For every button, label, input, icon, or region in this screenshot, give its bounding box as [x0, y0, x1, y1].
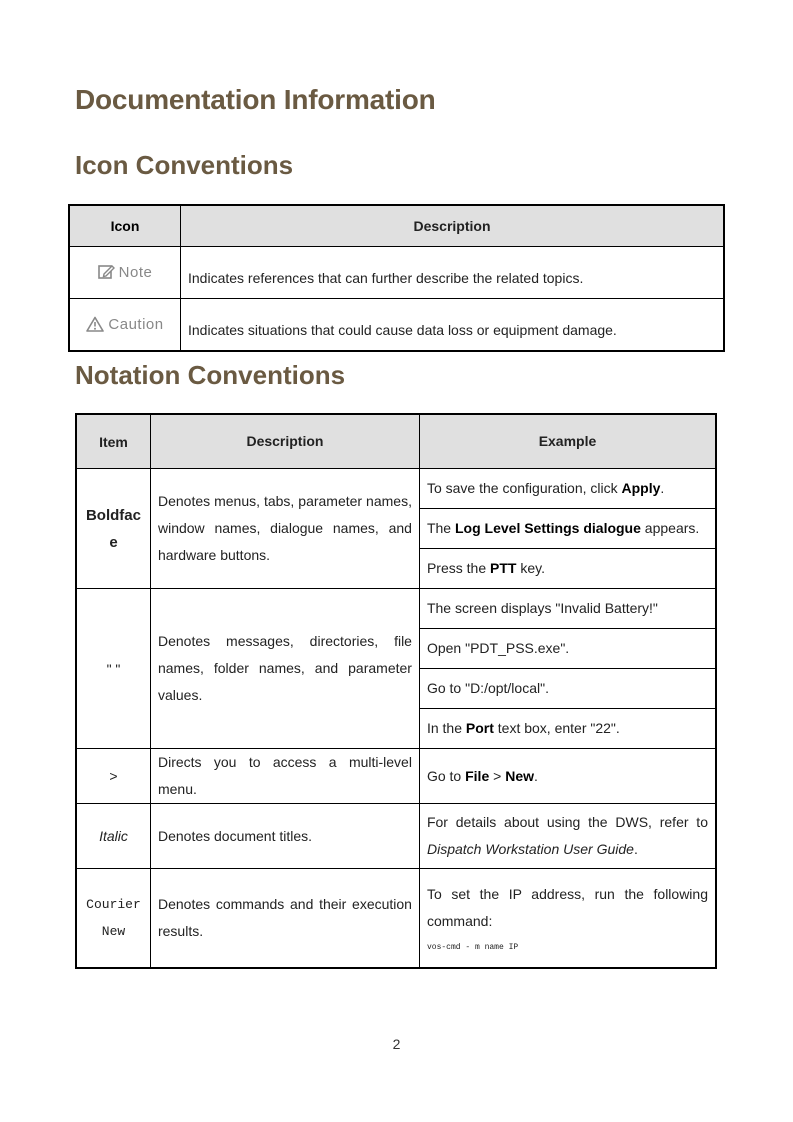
boldface-example-1: To save the configuration, click Apply. [419, 469, 716, 509]
icon-conventions-table [68, 204, 725, 352]
description-column-header: Description [181, 205, 725, 247]
italic-example: For details about using the DWS, refer to Dispatch Workstation User Guide. [419, 804, 716, 869]
courier-example-code: vos-cmd - m name IP [426, 943, 519, 952]
caution-cell [69, 299, 181, 352]
page-title: Documentation Information [75, 84, 436, 115]
page-number: 2 [392, 1036, 401, 1052]
caution-label: Caution [108, 316, 164, 333]
quotes-item: " " [76, 589, 150, 749]
table-row [76, 469, 716, 509]
example-column-header: Example [419, 414, 716, 469]
italic-item: Italic [76, 804, 150, 869]
quotes-description: Denotes messages, directories, file names, folder names, and parameter values. [150, 589, 419, 749]
quotes-example-2: Open "PDT_PSS.exe". [419, 629, 716, 669]
item-column-header: Item [76, 414, 150, 469]
table-row [69, 247, 724, 299]
notation-conventions-table [75, 413, 717, 969]
menu-description: Directs you to access a multi-level menu. [150, 749, 419, 804]
courier-description: Denotes commands and their execution results. [150, 869, 419, 969]
courier-example [419, 869, 716, 969]
notation-conventions-heading: Notation Conventions [75, 360, 346, 390]
quotes-example-4: In the Port text box, enter "22". [419, 709, 716, 749]
menu-example: Go to File > New. [419, 749, 716, 804]
quotes-example-3: Go to "D:/opt/local". [419, 669, 716, 709]
boldface-description: Denotes menus, tabs, parameter names, window names, dialogue names, and hardware buttons. [150, 469, 419, 589]
menu-item: > [76, 749, 150, 804]
description-column-header: Description [150, 414, 419, 469]
table-row [76, 804, 716, 869]
note-description: Indicates references that can further describe the related topics. [181, 247, 725, 299]
table-row [76, 589, 716, 629]
note-icon [98, 264, 115, 280]
caution-icon [86, 316, 104, 332]
table-header-row [69, 205, 724, 247]
courier-example-text: To set the IP address, run the following command: [426, 886, 708, 929]
boldface-item: Boldfac e [76, 469, 150, 589]
icon-column-header: Icon [69, 205, 181, 247]
table-row [69, 299, 724, 352]
table-header-row [76, 414, 716, 469]
italic-description: Denotes document titles. [150, 804, 419, 869]
icon-conventions-heading: Icon Conventions [75, 150, 294, 180]
boldface-example-2: The Log Level Settings dialogue appears. [419, 509, 716, 549]
boldface-example-3: Press the PTT key. [419, 549, 716, 589]
caution-description: Indicates situations that could cause data loss or equipment damage. [181, 299, 725, 352]
courier-item: Courier New [76, 869, 150, 969]
table-row [76, 869, 716, 969]
note-label: Note [118, 264, 153, 281]
note-cell [69, 247, 181, 299]
quotes-example-1: The screen displays "Invalid Battery!" [419, 589, 716, 629]
table-row [76, 749, 716, 804]
